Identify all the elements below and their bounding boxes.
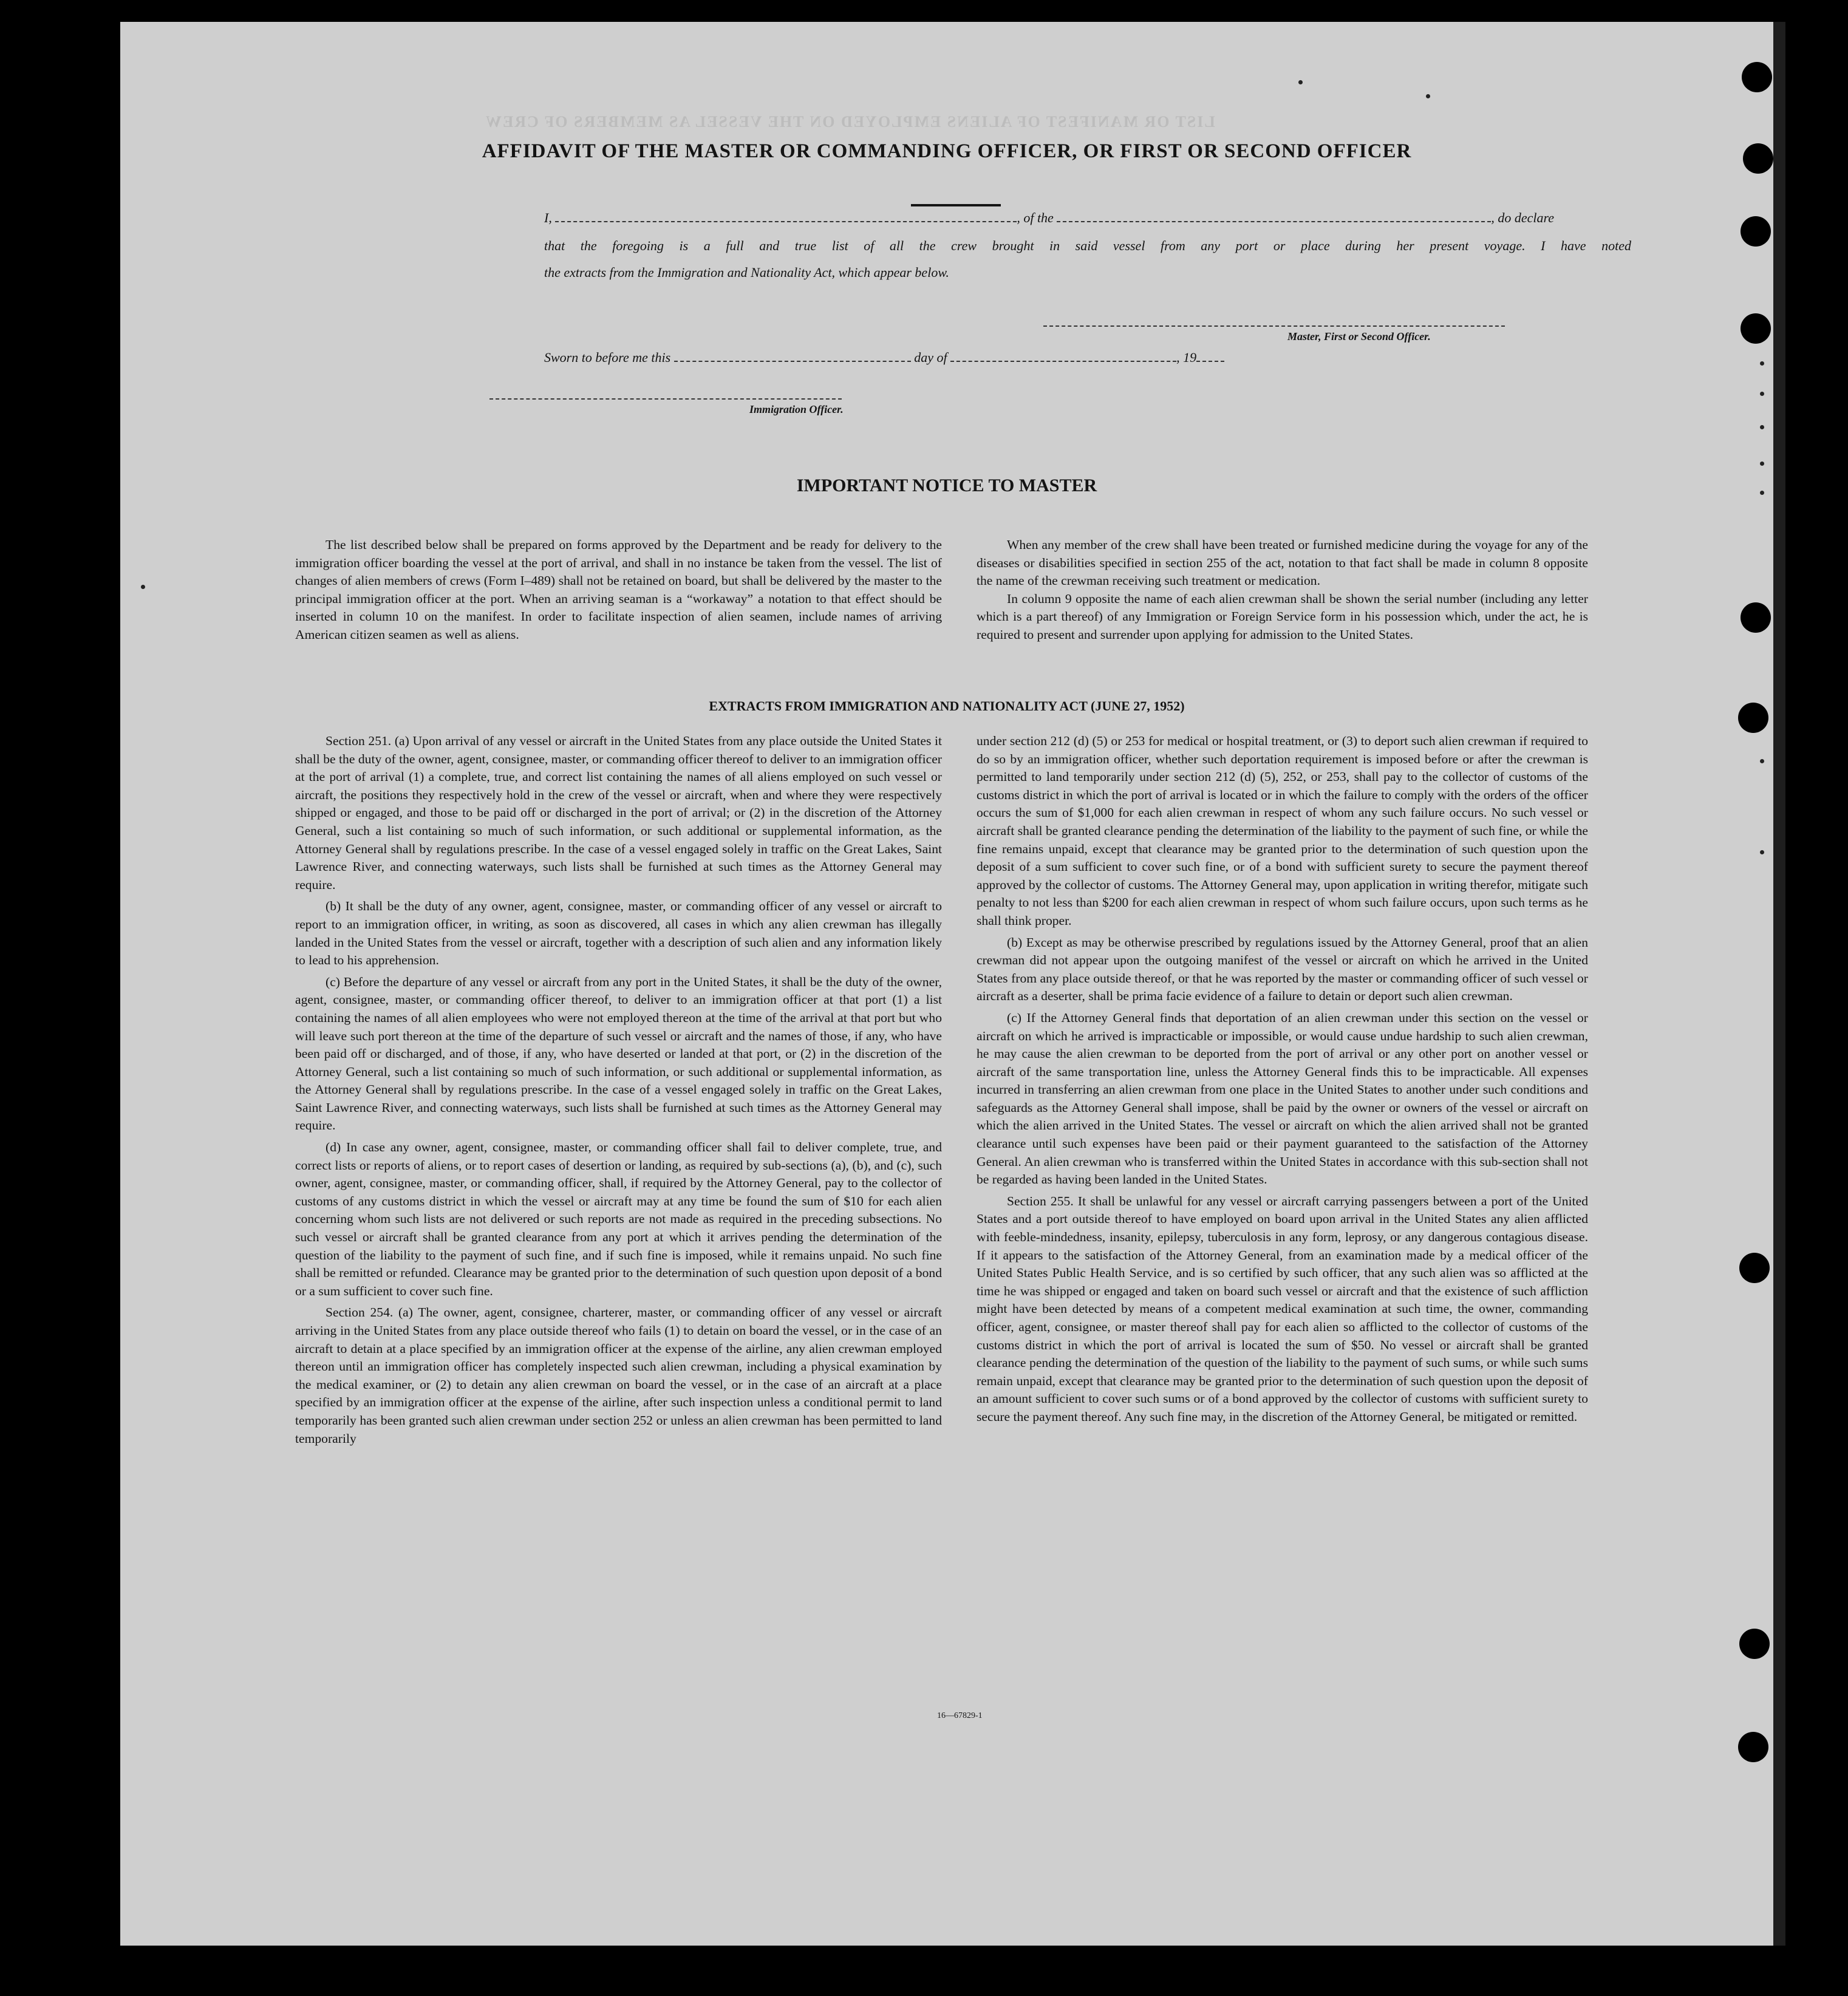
declaration-line-3: the extracts from the Immigration and Nationality Act, which appear below. xyxy=(544,265,949,280)
section-251-b: (b) It shall be the duty of any owner, agent, consignee, master, or commanding officer of any vessel or aircraft to report to an immigration officer, in writing, as soon as discovered, all cases in which any alien crewman has illegally landed in the United States from the vessel or aircraft, together with a description of such alien and any information likely to lead to his apprehension. xyxy=(295,899,942,968)
form-number: 16—67829-1 xyxy=(937,1711,983,1720)
speck xyxy=(1298,80,1303,84)
section-251-d: (d) In case any owner, agent, consignee, master, or commanding officer shall fail to deliver complete, true, and correct lists or reports of aliens, or to report cases of desertion or landing, as required by sub-sections (a), (b), and (c), such owner, agent, consignee, master, or commanding officer, shall, if required by the Attorney General, pay to the collector of customs of any customs district in which the vessel or aircraft may at any time be found the sum of $10 for each alien concerning whom such lists are not delivered or such reports are not made as required in the preceding subsections. No such vessel or aircraft shall be granted clearance from any port at which it arrives pending the determination of the question of the liability to the payment of such fine, and if such fine is imposed, while it remains unpaid. No such fine shall be remitted or refunded. Clearance may be granted prior to the determination of such question upon deposit of a bond or a sum sufficient to cover such fine. xyxy=(295,1140,942,1298)
section-254-a: Section 254. (a) The owner, agent, consignee, charterer, master, or commanding officer of any vessel or aircraft arriving in the United States from any place outside thereof who fails (1) to detain on board the vessel, or in the case of an aircraft to detain at a place specified by an immigration officer at the expense of the airline, any alien crewman employed thereon until an immigration officer has completely inspected such alien crewman, including a physical examination by the medical examiner, or (2) to detain any alien crewman on board the vessel, or in the case of an aircraft at a place specified by an immigration officer at the expense of the airline, after such inspection unless a conditional permit to land temporarily has been granted such alien crewman under section 252 or unless an alien crewman has been permitted to land temporarily xyxy=(295,1305,942,1446)
punch-hole xyxy=(1742,62,1772,92)
name-blank[interactable] xyxy=(555,210,1017,222)
punch-hole xyxy=(1743,143,1773,174)
title-underline xyxy=(911,204,1001,206)
bleed-through-text: LIST OR MANIFEST OF ALIENS EMPLOYED ON THE VESSEL AS MEMBERS OF CREW xyxy=(485,113,1215,131)
speck xyxy=(141,585,145,589)
speck xyxy=(1760,491,1764,495)
speck xyxy=(1760,462,1764,466)
master-signature-line[interactable] xyxy=(1043,325,1505,327)
declaration-i: I, xyxy=(544,210,552,225)
sworn-day-blank[interactable] xyxy=(674,350,911,362)
section-251-c: (c) Before the departure of any vessel or aircraft from any port in the United States, it shall be the duty of the owner, agent, consignee, master, or commanding officer thereof, to deliver to an immigration officer at that port (1) a list containing the names of all alien employees who were not employed thereon at the time of the arrival at that port but who will leave such port thereon at the time of the departure of such vessel or aircraft and the names of those, if any, who have been paid off or discharged, and of those, if any, who have deserted or landed at that port, or (2) in the discretion of the Attorney General, such a list containing so much of such information, or such additional or supplemental information, as the Attorney General shall by regulations prescribe. In the case of a vessel engaged solely in traffic on the Great Lakes, Saint Lawrence River, and connecting waterways, such lists shall be furnished at such times as the Attorney General may require. xyxy=(295,974,942,1133)
speck xyxy=(1426,94,1430,98)
vessel-blank[interactable] xyxy=(1057,210,1491,222)
punch-hole xyxy=(1738,703,1768,733)
section-251-a: Section 251. (a) Upon arrival of any vessel or aircraft in the United States from any place outside the United States it shall be the duty of the owner, agent, consignee, master, or commanding officer thereof to deliver to an immigration officer at the port of arrival (1) a complete, true, and correct list containing the names of all aliens employed on such vessel or aircraft, the positions they respectively hold in the crew of the vessel or aircraft, when and where they were respectively shipped or engaged, and those to be paid off or discharged in the port of arrival; or (2) in the discretion of the Attorney General, such a list containing so much of such information, or such additional or supplemental information, as the Attorney General shall by regulations prescribe. In the case of a vessel engaged solely in traffic on the Great Lakes, Saint Lawrence River, and connecting waterways, such lists shall be furnished at such times as the Attorney General may require. xyxy=(295,734,942,892)
notice-title: IMPORTANT NOTICE TO MASTER xyxy=(796,475,1097,496)
extracts-left-column xyxy=(295,732,942,1448)
section-255: Section 255. It shall be unlawful for any vessel or aircraft carrying passengers between a port of the United States and a port outside thereof to have employed on board upon arrival in the United States any alien afflicted with feeble-mindedness, insanity, epilepsy, tuberculosis in any form, leprosy, or any dangerous contagious disease. If it appears to the satisfaction of the Attorney General, from an examination made by a medical officer of the United States Public Health Service, and is so certified by such officer, that any such alien was so afflicted at the time he was shipped or engaged and taken on board such vessel or aircraft and that the existence of such affliction might have been detected by means of a competent medical examination at such time, the owner, commanding officer, agent, consignee, or master thereof shall pay for each alien so afflicted to the collector of customs of the customs district in which the port of arrival is located the sum of $50. No vessel or aircraft shall be granted clearance pending the determination of the question of the liability to the payment of such sums, or while such sums remain unpaid, except that clearance may be granted prior to the determination of such question upon the deposit of an amount sufficient to cover such sums or of a bond approved by the collector of customs with sufficient surety to secure the payment thereof. Any such fine may, in the discretion of the Attorney General, be mitigated or remitted. xyxy=(977,1193,1588,1424)
notice-right-paragraph-1: When any member of the crew shall have been treated or furnished medicine during the voyage for any of the diseases or disabilities specified in section 255 of the act, notation to that fact shall be made in column 8 opposite the name of the crewman receiving such treatment or medication. xyxy=(977,537,1588,588)
sworn-day-of: day of xyxy=(914,350,947,365)
notice-left-paragraph: The list described below shall be prepared on forms approved by the Department and be ready for delivery to the immigration officer boarding the vessel at the port of arrival, and shall in no instance be taken from the vessel. The list of changes of alien members of crews (Form I–489) shall not be retained on board, but shall be delivered by the master to the principal immigration officer at the port. When an arriving seaman is a “workaway” a notation to that effect should be inserted in column 10 on the manifest. In order to facilitate inspection of alien seamen, include names of arriving American citizen seamen as well as aliens. xyxy=(295,537,942,642)
punch-hole xyxy=(1739,1629,1770,1659)
document-page xyxy=(120,22,1773,1946)
sworn-year-blank[interactable] xyxy=(1196,350,1224,362)
declaration-of-the: , of the xyxy=(1017,210,1054,225)
sworn-prefix: Sworn to before me this xyxy=(544,350,671,365)
punch-hole xyxy=(1741,602,1771,633)
section-254-b: (b) Except as may be otherwise prescribed by regulations issued by the Attorney General, proof that an alien crewman did not appear upon the outgoing manifest of the vessel or aircraft on which he arrived in the United States from any place outside thereof, or that he was reported by the master or commanding officer of such vessel or aircraft as a deserter, shall be prima facie evidence of a failure to detain or deport such alien crewman. xyxy=(977,935,1588,1004)
speck xyxy=(1760,850,1764,854)
officer-signature-caption: Immigration Officer. xyxy=(749,403,844,415)
sworn-line xyxy=(544,350,1224,366)
section-254-a-continued: under section 212 (d) (5) or 253 for medical or hospital treatment, or (3) to deport such alien crewman if required to do so by an immigration officer, whether such deportation requirement is imposed before or after the crewman is permitted to land temporarily under section 212 (d) (5), 252, or 253, shall pay to the collector of customs of the customs district in which the port of arrival is located or in which the failure to comply with the orders of the officer occurs the sum of $1,000 for each alien crewman in respect of whom any such failure occurs. No such vessel or aircraft shall be granted clearance pending the determination of the liability to the payment of such fine, or while the fine remains unpaid, except that clearance may be granted prior to the determination of such question upon the deposit of a sum sufficient to cover such fine, or of a bond with sufficient surety to secure the payment thereof approved by the collector of customs. The Attorney General may, upon application in writing therefor, mitigate such penalty to not less than $200 for each alien crewman in respect of whom such failure occurs, upon such terms as he shall think proper. xyxy=(977,734,1588,928)
section-254-c: (c) If the Attorney General finds that deportation of an alien crewman under this section on the vessel or aircraft on which he arrived is impracticable or impossible, or would cause undue hardship to such alien crewman, he may cause the alien crewman to be deported from the port of arrival or any other port on another vessel or aircraft of the same transportation line, unless the Attorney General finds this to be impracticable. All expenses incurred in transferring an alien crewman from one place in the United States to another under such conditions and safeguards as the Attorney General shall impose, shall be paid by the owner or owners of the vessel or aircraft on which the alien arrived in the United States. The vessel or aircraft on which the alien arrived shall not be granted clearance until such expenses have been paid or their payment guaranteed to the satisfaction of the Attorney General. An alien crewman who is transferred within the United States in accordance with this sub-section shall not be regarded as having been landed in the United States. xyxy=(977,1010,1588,1187)
speck xyxy=(1760,425,1764,429)
speck xyxy=(1760,361,1764,366)
notice-right-column xyxy=(977,536,1588,644)
speck xyxy=(1760,392,1764,396)
master-signature-caption: Master, First or Second Officer. xyxy=(1287,330,1431,342)
punch-hole xyxy=(1739,1253,1770,1283)
sworn-year-prefix: , 19 xyxy=(1176,350,1197,365)
affidavit-title: AFFIDAVIT OF THE MASTER OR COMMANDING OFFICER, OR FIRST OR SECOND OFFICER xyxy=(482,140,1412,162)
extracts-title: EXTRACTS FROM IMMIGRATION AND NATIONALITY ACT (JUNE 27, 1952) xyxy=(709,698,1185,714)
officer-signature-line[interactable] xyxy=(489,398,842,400)
punch-hole xyxy=(1738,1732,1768,1762)
extracts-right-column xyxy=(977,732,1588,1426)
sworn-month-blank[interactable] xyxy=(950,350,1176,362)
punch-hole xyxy=(1741,313,1771,344)
declaration-do-declare: , do declare xyxy=(1491,210,1554,225)
speck xyxy=(1760,759,1764,763)
notice-left-column xyxy=(295,536,942,644)
declaration-line-1 xyxy=(544,210,1554,226)
declaration-line-2: that the foregoing is a full and true list of all the crew brought in said vessel from any port or place during her present voyage. I have noted xyxy=(544,238,1631,253)
notice-right-paragraph-2: In column 9 opposite the name of each alien crewman shall be shown the serial number (including any letter which is a part thereof) of any Immigration or Foreign Service form in his possession which, under the act, he is required to present and surrender upon applying for admission to the United States. xyxy=(977,591,1588,642)
page-edge xyxy=(1773,22,1785,1946)
punch-hole xyxy=(1741,216,1771,247)
